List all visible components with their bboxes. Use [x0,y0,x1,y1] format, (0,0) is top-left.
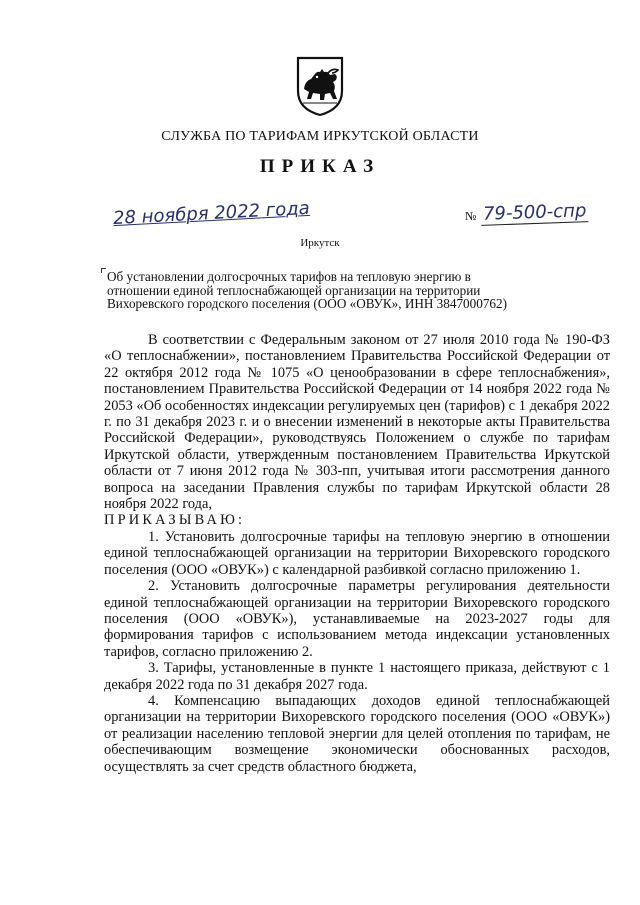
order-subject: Об установлении долгосрочных тарифов на тепловую энергию в отношении единой теплоснабжающей организации на территории Вихоревского городского поселения (ООО «ОВУК», ИНН 3847000762) [107,269,508,311]
coat-of-arms-icon [295,55,345,117]
issuing-authority: СЛУЖБА ПО ТАРИФАМ ИРКУТСКОЙ ОБЛАСТИ [161,129,479,144]
handwritten-order-number: 79-500-спр [481,200,589,226]
document-type-title: ПРИКАЗ [259,156,381,177]
preamble-paragraph: В соответствии с Федеральным законом от 27 июля 2010 года № 190-ФЗ «О теплоснабжении», постановлением Правительства Российской Федерации от 22 октября 2012 года № 1075 «О ценообразовании в сфере теплоснабжения», постановлением Правительства Российской Федерации от 14 ноября 2022 года № 2053 «Об особенностях индексации регулируемых цен (тарифов) с 1 декабря 2022 г. по 31 декабря 2023 г. и о внесении изменений в некоторые акты Правительства Российской Федерации», руководствуясь Положением о службе по тарифам Иркутской области, утвержденным постановлением Правительства Иркутской области от 7 июня 2012 года № 303-пп, учитывая итоги рассмотрения данного вопроса на заседании Правления службы по тарифам Иркутской области 28 ноября 2022 года, [104,332,610,513]
order-item-3: 3. Тарифы, установленные в пункте 1 настоящего приказа, действуют с 1 декабря 2022 года по 31 декабря 2027 года. [104,660,610,693]
orders-heading: ПРИКАЗЫВАЮ: [104,512,246,529]
number-label: № [465,209,477,223]
order-item-1: 1. Установить долгосрочные тарифы на тепловую энергию в отношении единой теплоснабжающей организации на территории Вихоревского городского поселения (ООО «ОВУК») с календарной разбивкой согласно приложению 1. [104,528,610,578]
city: Иркутск [300,237,340,249]
order-item-2: 2. Установить долгосрочные параметры регулирования деятельности единой теплоснабжающей организации на территории Вихоревского городского поселения (ООО «ОВУК»), устанавливаемые на 2023-2027 годы для формирования тарифов с использованием метода индексации установленных тарифов, согласно приложению 2. [104,578,610,660]
order-body [104,332,610,775]
subject-corner-mark [101,268,106,273]
order-item-4: 4. Компенсацию выпадающих доходов единой теплоснабжающей организации на территории Вихоревского городского поселения (ООО «ОВУК») от реализации населению тепловой энергии для целей отопления по тарифам, не обеспечивающим возмещение экономически обоснованных расходов, осуществлять за счет средств областного бюджета, [104,692,610,775]
handwritten-date: 28 ноября 2022 года [112,197,311,230]
